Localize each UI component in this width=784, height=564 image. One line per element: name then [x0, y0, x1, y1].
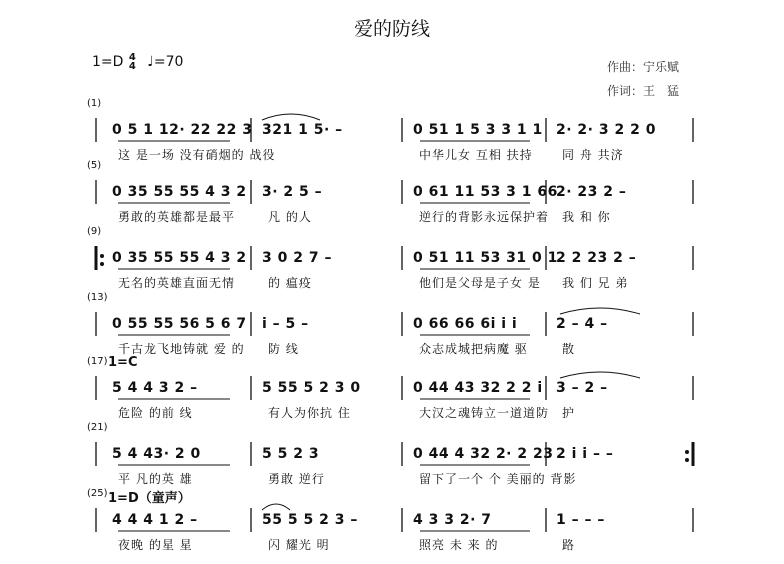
lyric-text: 的 瘟疫 — [268, 276, 312, 290]
notation-measure-group: 55 5 5 2 3 – — [262, 512, 358, 528]
measure-number: (1) — [87, 98, 102, 109]
lyric-text: 有人为你抗 住 — [268, 406, 351, 420]
lyric-text: 同 舟 共济 — [562, 148, 624, 162]
lyric-text: 散 — [562, 342, 576, 356]
notation-measure-group: 0 66 66 6i i i — [413, 316, 518, 332]
slur-arc — [262, 114, 320, 120]
measure-number: (21) — [87, 422, 108, 433]
notation-measure-group: 0 44 43 32 2 2 i — [413, 380, 543, 396]
notation-measure-group: 2· 2· 3 2 2 0 — [556, 122, 656, 138]
repeat-dot — [100, 254, 104, 258]
time-signature — [129, 53, 136, 71]
measure-number: (5) — [87, 160, 102, 171]
notation-measure-group: 0 35 55 55 4 3 2 — [112, 184, 247, 200]
notation-measure-group: i – 5 – — [262, 316, 309, 332]
slur-arc — [262, 504, 290, 510]
lyricist-credit: 作词：王 猛 — [607, 84, 680, 98]
key-change-marking: 1=D（童声） — [108, 491, 191, 506]
lyric-text: 夜晚 的星 星 — [118, 538, 193, 552]
notation-measure-group: 5 4 4 3 2 – — [112, 380, 198, 396]
lyric-text: 中华儿女 互相 扶持 — [419, 148, 533, 162]
lyric-text: 无名的英雄直面无情 — [118, 276, 236, 290]
lyric-text: 众志成城把病魔 驱 — [419, 342, 528, 356]
time-signature-bottom: 4 — [128, 61, 136, 72]
notation-measure-group: 3 – 2 – — [556, 380, 608, 396]
lyric-text: 留下了一个 个 美丽的 背影 — [419, 472, 577, 486]
time-signature-top: 4 — [128, 52, 136, 63]
notation-measure-group: 3· 2 5 – — [262, 184, 323, 200]
notation-measure-group: 2 – 4 – — [556, 316, 608, 332]
lyric-text: 平 凡的英 雄 — [118, 472, 193, 486]
key-tempo-line — [92, 53, 183, 71]
notation-measure-group: 2 i i – – — [556, 446, 614, 462]
measure-number: (25) — [87, 488, 108, 499]
measure-number: (9) — [87, 226, 102, 237]
repeat-dot — [100, 262, 104, 266]
notation-measure-group: 4 3 3 2· 7 — [413, 512, 492, 528]
key-change-marking: 1=C — [108, 355, 138, 370]
lyric-text: 防 线 — [268, 342, 299, 356]
notation-measure-group: 0 5 1 12· 22 22 3 — [112, 122, 253, 138]
lyric-text: 千古龙飞地铸就 爱 的 — [118, 342, 245, 356]
lyric-text: 闪 耀光 明 — [268, 538, 330, 552]
lyric-text: 危险 的前 线 — [118, 406, 193, 420]
notation-measure-group: 0 55 55 56 5 6 7 — [112, 316, 247, 332]
repeat-dot — [685, 458, 689, 462]
slur-arc — [560, 372, 640, 378]
notation-measure-group: 321 1 5· – — [262, 122, 343, 138]
lyric-text: 逆行的背影永远保护着 — [419, 210, 550, 224]
lyric-text: 路 — [562, 538, 576, 552]
lyric-text: 大汉之魂铸立一道道防 — [419, 406, 550, 420]
lyric-text: 护 — [562, 406, 576, 420]
lyric-text: 这 是一场 没有硝烟的 战役 — [118, 148, 276, 162]
notation-measure-group: 5 4 43· 2 0 — [112, 446, 201, 462]
composer-credit: 作曲：宁乐赋 — [607, 60, 680, 74]
notation-measure-group: 0 44 4 32 2· 2 23 — [413, 446, 554, 462]
lyric-text: 凡 的人 — [268, 210, 312, 224]
lyric-text: 勇敢的英雄都是最平 — [118, 210, 236, 224]
lyric-text: 他们是父母是子女 是 — [419, 276, 541, 290]
lyric-text: 勇敢 逆行 — [268, 472, 325, 486]
slur-arc — [560, 308, 640, 314]
notation-measure-group: 0 51 1 5 3 3 1 1 — [413, 122, 543, 138]
notation-measure-group: 0 51 11 53 31 0 1 — [413, 250, 558, 266]
measure-number: (17) — [87, 356, 108, 367]
notation-measure-group: 3 0 2 7 – — [262, 250, 332, 266]
notation-measure-group: 4 4 4 1 2 – — [112, 512, 198, 528]
tempo-marking: ♩=70 — [147, 54, 184, 70]
page-title: 爱的防线 — [353, 18, 430, 40]
notation-measure-group: 2· 23 2 – — [556, 184, 627, 200]
key-signature: 1=D — [92, 54, 124, 70]
notation-measure-group: 5 5 2 3 — [262, 446, 320, 462]
notation-measure-group: 0 61 11 53 3 1 66 — [413, 184, 558, 200]
notation-measure-group: 5 55 5 2 3 0 — [262, 380, 361, 396]
lyric-text: 我 们 兄 弟 — [562, 276, 629, 290]
notation-measure-group: 2 2 23 2 – — [556, 250, 637, 266]
lyric-text: 我 和 你 — [562, 210, 611, 224]
repeat-dot — [685, 450, 689, 454]
notation-measure-group: 1 – – – — [556, 512, 605, 528]
measure-number: (13) — [87, 292, 108, 303]
notation-measure-group: 0 35 55 55 4 3 2 — [112, 250, 247, 266]
lyric-text: 照亮 未 来 的 — [419, 538, 499, 552]
